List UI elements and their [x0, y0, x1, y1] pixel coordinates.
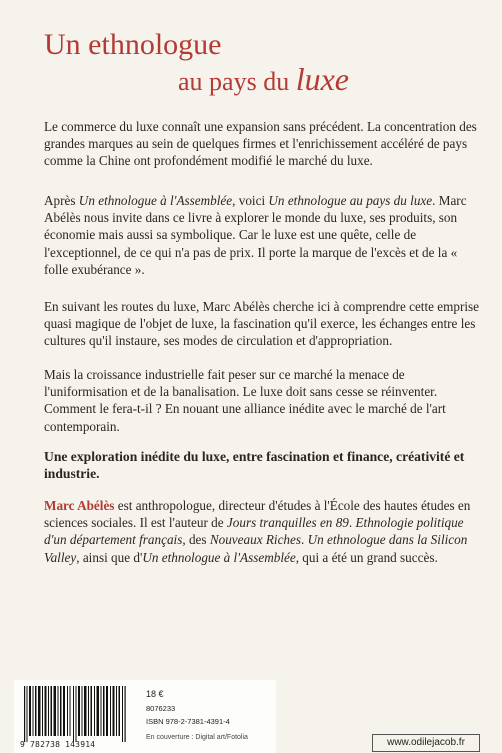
title-part-un: Un	[44, 28, 89, 61]
barcode-panel	[14, 680, 276, 753]
book-title	[0, 0, 502, 110]
book-reference: Un ethnologue à l'Assemblée	[78, 193, 233, 208]
barcode-icon	[22, 686, 132, 742]
author-name: Marc Abélès	[44, 498, 115, 513]
text-span: , voici	[232, 193, 269, 208]
barcode-number: 9 782738 143914	[20, 740, 96, 749]
text-span: .	[301, 532, 308, 548]
growth-paragraph: Mais la croissance industrielle fait peser sur ce marché la menace de l'uniformisation et de la banalisation. Le luxe doit sans cesse se réinventer. Comment le fera-t-il ? En nouant une alliance inédite avec le marché de l'art contemporain.	[44, 367, 446, 434]
title-line-2	[178, 63, 349, 95]
title-part-au-pays-du: au pays du	[178, 67, 296, 96]
publisher-url: www.odilejacob.fr	[372, 734, 480, 752]
text-span: , ainsi que d'	[76, 549, 143, 565]
book-reference: Ethnologie politique d'un département français	[44, 515, 464, 548]
text-span: . Marc Abélès nous invite dans ce livre à explorer le monde du luxe, ses produits, son économie mais aussi sa symbolique. Car le luxe est une quête, celle de l'exceptionnel, de ce qui n'a pas de prix. Il porte la marque de l'excès et de la « folle exubérance ».	[44, 193, 467, 277]
text-span: .	[348, 515, 356, 531]
intro-paragraph: Le commerce du luxe connaît une expansion sans précédent. La concentration des grandes marques au sein de quelques firmes et l'enrichissement accéléré de pays comme la Chine ont profondément modifié le marché du luxe.	[44, 119, 477, 169]
title-part-luxe: luxe	[295, 61, 349, 97]
product-code: 8076233	[146, 704, 176, 713]
description-paragraph	[44, 192, 480, 278]
isbn: ISBN 978-2-7381-4391-4	[146, 717, 230, 726]
tagline-paragraph: Une exploration inédite du luxe, entre fascination et finance, créativité et industrie.	[44, 449, 465, 482]
author-bio-paragraph	[44, 497, 480, 566]
title-line-1	[44, 30, 221, 60]
book-reference: Un ethnologue dans la Silicon Valley	[44, 532, 468, 565]
text-span: Après	[44, 193, 79, 208]
book-reference: Un ethnologue au pays du luxe	[268, 193, 433, 208]
title-part-ethnologue: ethnologue	[88, 28, 222, 61]
book-reference: Nouveaux Riches	[209, 532, 302, 548]
text-span: , des	[182, 532, 210, 548]
routes-paragraph: En suivant les routes du luxe, Marc Abélès cherche ici à comprendre cette emprise quasi magique de l'objet de luxe, la fascination qu'il exerce, les échanges entre les cultures qu'il instaure, ses modes de circulation et d'appropriation.	[44, 299, 480, 349]
text-span: , qui a été un grand succès.	[295, 549, 438, 565]
text-span: est anthropologue, directeur d'études à l'École des hautes études en sciences sociales. Il est l'auteur de	[44, 498, 471, 531]
book-reference: Jours tranquilles en 89	[226, 515, 349, 531]
cover-credit: En couverture : Digital art/Fotolia	[146, 734, 248, 741]
price: 18 €	[146, 689, 164, 699]
book-reference: Un ethnologue à l'Assemblée	[142, 549, 296, 565]
